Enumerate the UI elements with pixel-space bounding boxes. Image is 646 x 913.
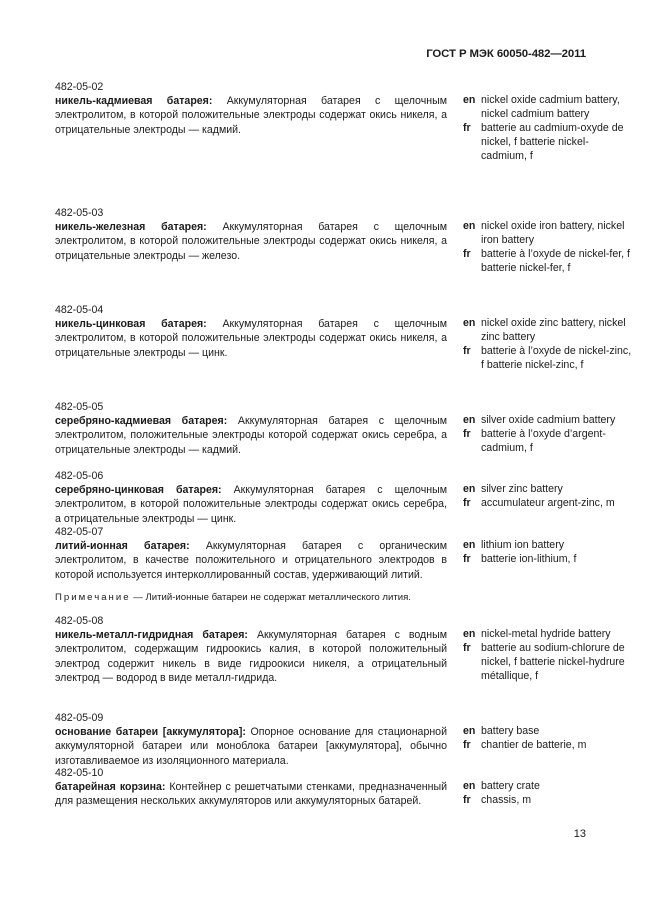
entry-definition [55, 725, 447, 768]
translations [463, 780, 633, 808]
note [55, 592, 411, 603]
entry-definition-text: Аккумуляторная батарея с щелочным электролитом, в которой положительные электроды содержат окись никеля, а отрицательные электроды — железо. [55, 221, 447, 262]
translations [463, 628, 633, 684]
lang-code: fr [463, 344, 471, 357]
lang-text: accumulateur argent-zinc, m [481, 496, 615, 509]
entry-definition [55, 317, 447, 360]
term-entry [55, 711, 646, 768]
translations [463, 539, 633, 567]
translations [463, 725, 633, 753]
entry-definition [55, 539, 447, 582]
lang-code: en [463, 483, 476, 495]
lang-code: fr [463, 496, 471, 509]
note-text: — Литий-ионные батареи не содержат металлического лития. [133, 592, 411, 603]
entry-definition [55, 780, 447, 809]
term-entry [55, 766, 646, 809]
term-entry [55, 80, 646, 162]
lang-text: batterie au sodium-chlorure de nickel, f batterie nickel-hydrure métallique, f [481, 641, 625, 682]
lang-code: en [463, 725, 476, 737]
translations [463, 414, 633, 456]
entry-definition [55, 414, 447, 457]
lang-text: silver oxide cadmium battery [481, 414, 616, 426]
lang-code: fr [463, 738, 471, 751]
entry-definition [55, 94, 447, 137]
lang-text: battery crate [481, 780, 540, 792]
translations [463, 220, 633, 276]
entry-code: 482-05-02 [55, 81, 104, 93]
entry-term: серебряно-цинковая батарея: [55, 484, 222, 496]
lang-text: batterie au cadmium-oxyde de nickel, f batterie nickel-cadmium, f [481, 121, 624, 162]
entry-code: 482-05-06 [55, 470, 104, 482]
term-entry [55, 614, 646, 685]
lang-code: en [463, 780, 476, 792]
entry-code: 482-05-03 [55, 207, 104, 219]
lang-code: en [463, 317, 476, 329]
lang-text: battery base [481, 725, 540, 737]
entry-term: основание батареи [аккумулятора]: [55, 726, 246, 738]
entry-term: литий-ионная батарея: [55, 540, 190, 552]
lang-code: en [463, 539, 476, 551]
lang-text: nickel oxide cadmium battery, nickel cadmium battery [481, 94, 620, 120]
lang-code: en [463, 628, 476, 640]
lang-text: nickel oxide iron battery, nickel iron battery [481, 220, 625, 246]
lang-text: batterie ion-lithium, f [481, 552, 577, 565]
lang-text: batterie à l’oxyde de nickel-fer, f batterie nickel-fer, f [481, 247, 630, 274]
entry-definition-text: Аккумуляторная батарея с щелочным электролитом, в которой положительные электроды содержат окись никеля, а отрицательные электроды — цинк. [55, 318, 447, 359]
entry-definition-text: Контейнер с решетчатыми стенками, предназначенный для размещения нескольких аккумуляторов или аккумуляторных батарей. [55, 781, 447, 808]
entry-code: 482-05-04 [55, 304, 104, 316]
lang-code: fr [463, 427, 471, 440]
lang-code: fr [463, 247, 471, 260]
entry-code: 482-05-08 [55, 615, 104, 627]
entry-code: 482-05-09 [55, 712, 104, 724]
entry-definition-text: Аккумуляторная батарея с водным электролитом, содержащим гидроокись калия, в которой положительный электрод содержит никель в виде гидроокиси никеля, а отрицательный электрод — водород в виде металл-гидрида. [55, 629, 447, 684]
lang-code: fr [463, 121, 471, 134]
entry-definition-text: Аккумуляторная батарея с органическим электролитом, в качестве положительного и отрицательного электродов в которой используется интерколлированный состав, удерживающий литий. [55, 540, 447, 581]
entry-term: никель-цинковая батарея: [55, 318, 207, 330]
translations [463, 317, 633, 373]
page-number: 13 [573, 828, 586, 840]
entry-term: никель-металл-гидридная батарея: [55, 629, 248, 641]
lang-code: en [463, 94, 476, 106]
lang-text: chassis, m [481, 793, 532, 806]
entry-code: 482-05-05 [55, 401, 104, 413]
entry-code: 482-05-07 [55, 526, 104, 538]
lang-text: lithium ion battery [481, 539, 565, 551]
entry-definition-text: Аккумуляторная батарея с щелочным электролитом, в которой положительные электроды содержат окись серебра, а отрицательные электроды — цинк. [55, 484, 447, 525]
entry-term: батарейная корзина: [55, 781, 166, 793]
entry-definition-text: Аккумуляторная батарея с щелочным электролитом, положительные электроды которой содержат окись серебра, а отрицательные электроды — кадмий. [55, 415, 447, 456]
lang-text: nickel-metal hydride battery [481, 628, 611, 640]
entry-definition-text: Аккумуляторная батарея с щелочным электролитом, в которой положительные электроды содержат окись никеля, а отрицательные электроды — кадмий. [55, 95, 447, 136]
lang-code: en [463, 220, 476, 232]
entry-code: 482-05-10 [55, 767, 104, 779]
entry-term: никель-железная батарея: [55, 221, 207, 233]
lang-code: en [463, 414, 476, 426]
translations [463, 94, 633, 164]
term-entry [55, 400, 646, 457]
term-entry [55, 469, 646, 526]
lang-text: batterie à l’oxyde d’argent-cadmium, f [481, 427, 606, 454]
lang-text: chantier de batterie, m [481, 738, 587, 751]
entry-term: серебряно-кадмиевая батарея: [55, 415, 228, 427]
entry-definition [55, 628, 447, 685]
lang-code: fr [463, 641, 471, 654]
translations [463, 483, 633, 511]
lang-text: nickel oxide zinc battery, nickel zinc battery [481, 317, 626, 343]
lang-text: batterie à l’oxyde de nickel-zinc, f batterie nickel-zinc, f [481, 344, 632, 371]
lang-code: fr [463, 793, 471, 806]
term-entry [55, 525, 646, 582]
term-entry [55, 303, 646, 371]
lang-text: silver zinc battery [481, 483, 563, 495]
lang-code: fr [463, 552, 471, 565]
note-label: Примечание [55, 592, 131, 603]
entry-term: никель-кадмиевая батарея: [55, 95, 213, 107]
term-entry [55, 206, 646, 274]
entry-definition [55, 220, 447, 263]
entry-definition-text: Опорное основание для стационарной аккумуляторной батареи или моноблока батареи [аккумулятора], обычно изготавливаемое из изоляционного материала. [55, 726, 447, 767]
entry-definition [55, 483, 447, 526]
document-header: ГОСТ Р МЭК 60050-482—2011 [426, 48, 586, 60]
